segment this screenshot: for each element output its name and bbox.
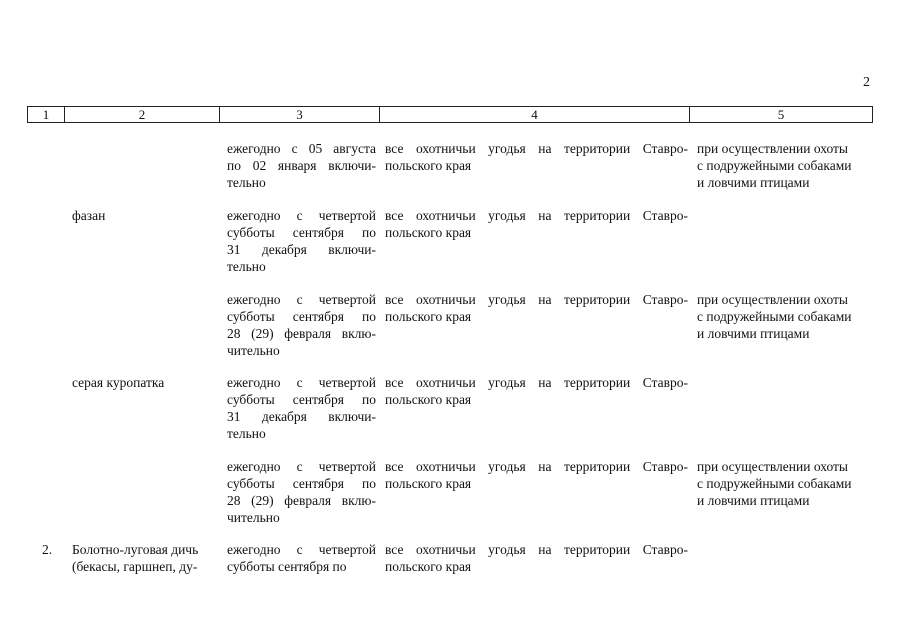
hunting-area-line: все охотничьи угодья на территории Ставро- xyxy=(385,292,688,307)
hunting-period xyxy=(227,291,376,359)
hunting-period xyxy=(227,374,376,442)
game-species-line: (бекасы, гаршнеп, ду- xyxy=(72,559,198,574)
header-col-4: 4 xyxy=(380,107,690,123)
hunting-period-line: субботы сентября по xyxy=(227,392,376,407)
game-species-line: Болотно-луговая дичь xyxy=(72,542,199,557)
hunting-period-line: тельно xyxy=(227,259,266,274)
page-number: 2 xyxy=(863,75,870,90)
hunting-area-line: все охотничьи угодья на территории Ставро- xyxy=(385,459,688,474)
hunting-area xyxy=(385,458,688,492)
hunting-area xyxy=(385,291,688,325)
game-species: фазан xyxy=(72,208,106,223)
hunting-period-line: субботы сентября по xyxy=(227,225,376,240)
hunting-area xyxy=(385,207,688,241)
hunting-period-line: по 02 января включи- xyxy=(227,158,376,173)
hunting-period-line: чительно xyxy=(227,510,280,525)
hunting-area-line: польского края xyxy=(385,309,472,324)
hunting-period-line: ежегодно с четвертой xyxy=(227,459,376,474)
header-col-5: 5 xyxy=(690,107,873,123)
hunting-period-line: 28 (29) февраля вклю- xyxy=(227,493,376,508)
hunting-area-line: польского края xyxy=(385,392,472,407)
hunting-period-line: ежегодно с четвертой xyxy=(227,292,376,307)
hunting-period-line: ежегодно с четвертой xyxy=(227,542,376,557)
hunting-note-line: и ловчими птицами xyxy=(697,326,810,341)
hunting-note-line: с подружейными собаками xyxy=(697,476,852,491)
hunting-note xyxy=(697,140,877,191)
hunting-period xyxy=(227,207,376,275)
hunting-area-line: польского края xyxy=(385,476,472,491)
hunting-note-line: при осуществлении охоты xyxy=(697,292,849,307)
hunting-note xyxy=(697,458,877,509)
hunting-period xyxy=(227,140,376,191)
game-species xyxy=(72,541,220,575)
column-number-header xyxy=(27,106,873,123)
hunting-note-line: при осуществлении охоты xyxy=(697,459,849,474)
hunting-period xyxy=(227,541,376,575)
game-species: серая куропатка xyxy=(72,375,165,390)
hunting-note-line: с подружейными собаками xyxy=(697,309,852,324)
hunting-period-line: ежегодно с 05 августа xyxy=(227,141,376,156)
row-number: 2. xyxy=(42,542,53,557)
hunting-note-line: при осуществлении охоты xyxy=(697,141,849,156)
hunting-area-line: польского края xyxy=(385,225,472,240)
hunting-area-line: польского края xyxy=(385,559,472,574)
hunting-note xyxy=(697,291,877,342)
hunting-period-line: субботы сентября по xyxy=(227,559,347,574)
hunting-period-line: ежегодно с четвертой xyxy=(227,208,376,223)
hunting-period-line: тельно xyxy=(227,426,266,441)
hunting-period-line: чительно xyxy=(227,343,280,358)
header-col-1: 1 xyxy=(28,107,65,123)
hunting-area-line: все охотничьи угодья на территории Ставро- xyxy=(385,141,688,156)
hunting-period-line: субботы сентября по xyxy=(227,476,376,491)
hunting-area-line: все охотничьи угодья на территории Ставро- xyxy=(385,542,688,557)
hunting-period-line: 31 декабря включи- xyxy=(227,409,376,424)
hunting-note-line: с подружейными собаками xyxy=(697,158,852,173)
hunting-note-line: и ловчими птицами xyxy=(697,175,810,190)
hunting-period-line: ежегодно с четвертой xyxy=(227,375,376,390)
hunting-period-line: 31 декабря включи- xyxy=(227,242,376,257)
header-col-2: 2 xyxy=(65,107,220,123)
hunting-area-line: польского края xyxy=(385,158,472,173)
hunting-period-line: субботы сентября по xyxy=(227,309,376,324)
header-row xyxy=(28,107,873,123)
hunting-period xyxy=(227,458,376,526)
hunting-period-line: 28 (29) февраля вклю- xyxy=(227,326,376,341)
hunting-area xyxy=(385,140,688,174)
hunting-area-line: все охотничьи угодья на территории Ставро- xyxy=(385,208,688,223)
hunting-note-line: и ловчими птицами xyxy=(697,493,810,508)
hunting-period-line: тельно xyxy=(227,175,266,190)
hunting-area-line: все охотничьи угодья на территории Ставро- xyxy=(385,375,688,390)
hunting-area xyxy=(385,374,688,408)
hunting-area xyxy=(385,541,688,575)
header-col-3: 3 xyxy=(220,107,380,123)
